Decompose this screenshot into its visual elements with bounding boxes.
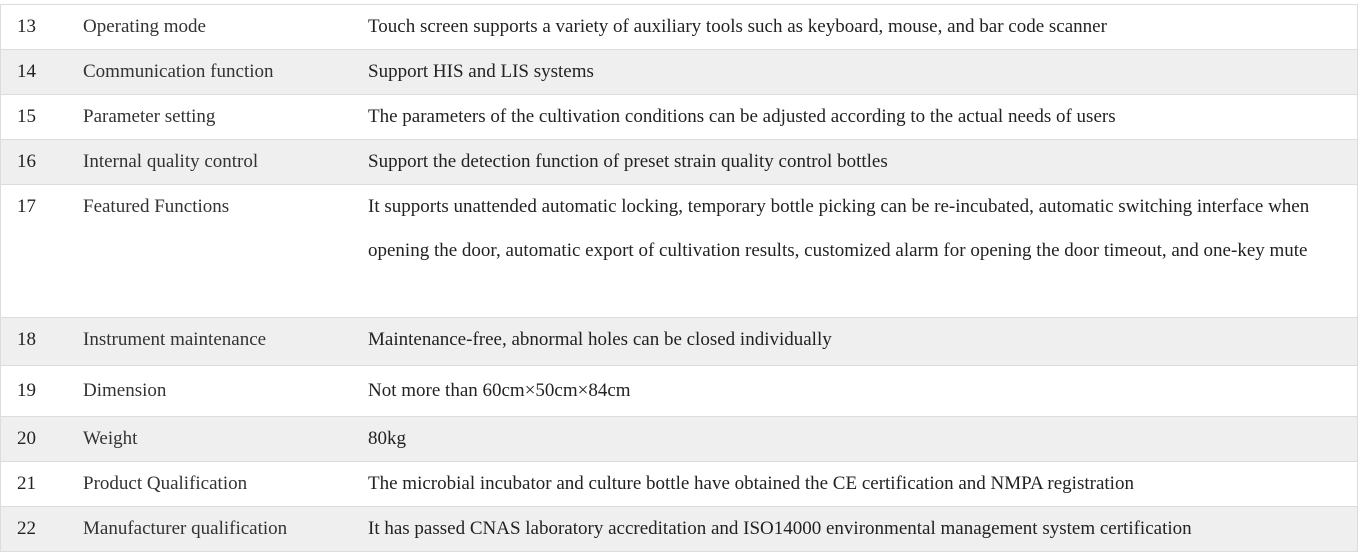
row-description: The parameters of the cultivation conditions can be adjusted according to the actual needs of users xyxy=(368,95,1358,140)
row-number: 16 xyxy=(1,140,84,185)
table-row xyxy=(1,366,1358,417)
row-description: It has passed CNAS laboratory accreditation and ISO14000 environmental management system certification xyxy=(368,507,1358,552)
row-name: Internal quality control xyxy=(83,140,368,185)
row-name: Instrument maintenance xyxy=(83,318,368,366)
row-name: Dimension xyxy=(83,366,368,417)
table-row xyxy=(1,507,1358,552)
row-description: 80kg xyxy=(368,417,1358,462)
row-number: 19 xyxy=(1,366,84,417)
row-description: Maintenance-free, abnormal holes can be closed individually xyxy=(368,318,1358,366)
row-description: Support the detection function of preset strain quality control bottles xyxy=(368,140,1358,185)
row-description: Touch screen supports a variety of auxiliary tools such as keyboard, mouse, and bar code scanner xyxy=(368,5,1358,50)
row-name: Manufacturer qualification xyxy=(83,507,368,552)
row-number: 14 xyxy=(1,50,84,95)
spec-table xyxy=(0,4,1358,552)
row-name: Product Qualification xyxy=(83,462,368,507)
row-name: Communication function xyxy=(83,50,368,95)
table-row xyxy=(1,185,1358,318)
table-row xyxy=(1,140,1358,185)
row-number: 21 xyxy=(1,462,84,507)
table-row xyxy=(1,5,1358,50)
row-number: 15 xyxy=(1,95,84,140)
row-number: 13 xyxy=(1,5,84,50)
table-row xyxy=(1,95,1358,140)
row-description: It supports unattended automatic locking, temporary bottle picking can be re-incubated, automatic switching interface when opening the door, automatic export of cultivation results, customized alarm for opening the door timeout, and one-key mute xyxy=(368,185,1358,318)
row-description: The microbial incubator and culture bottle have obtained the CE certification and NMPA registration xyxy=(368,462,1358,507)
table-row xyxy=(1,318,1358,366)
row-name: Featured Functions xyxy=(83,185,368,318)
row-number: 20 xyxy=(1,417,84,462)
row-name: Parameter setting xyxy=(83,95,368,140)
table-row xyxy=(1,417,1358,462)
row-name: Weight xyxy=(83,417,368,462)
row-number: 22 xyxy=(1,507,84,552)
table-row xyxy=(1,462,1358,507)
row-number: 17 xyxy=(1,185,84,318)
row-name: Operating mode xyxy=(83,5,368,50)
row-description: Support HIS and LIS systems xyxy=(368,50,1358,95)
table-row xyxy=(1,50,1358,95)
row-description: Not more than 60cm×50cm×84cm xyxy=(368,366,1358,417)
row-number: 18 xyxy=(1,318,84,366)
